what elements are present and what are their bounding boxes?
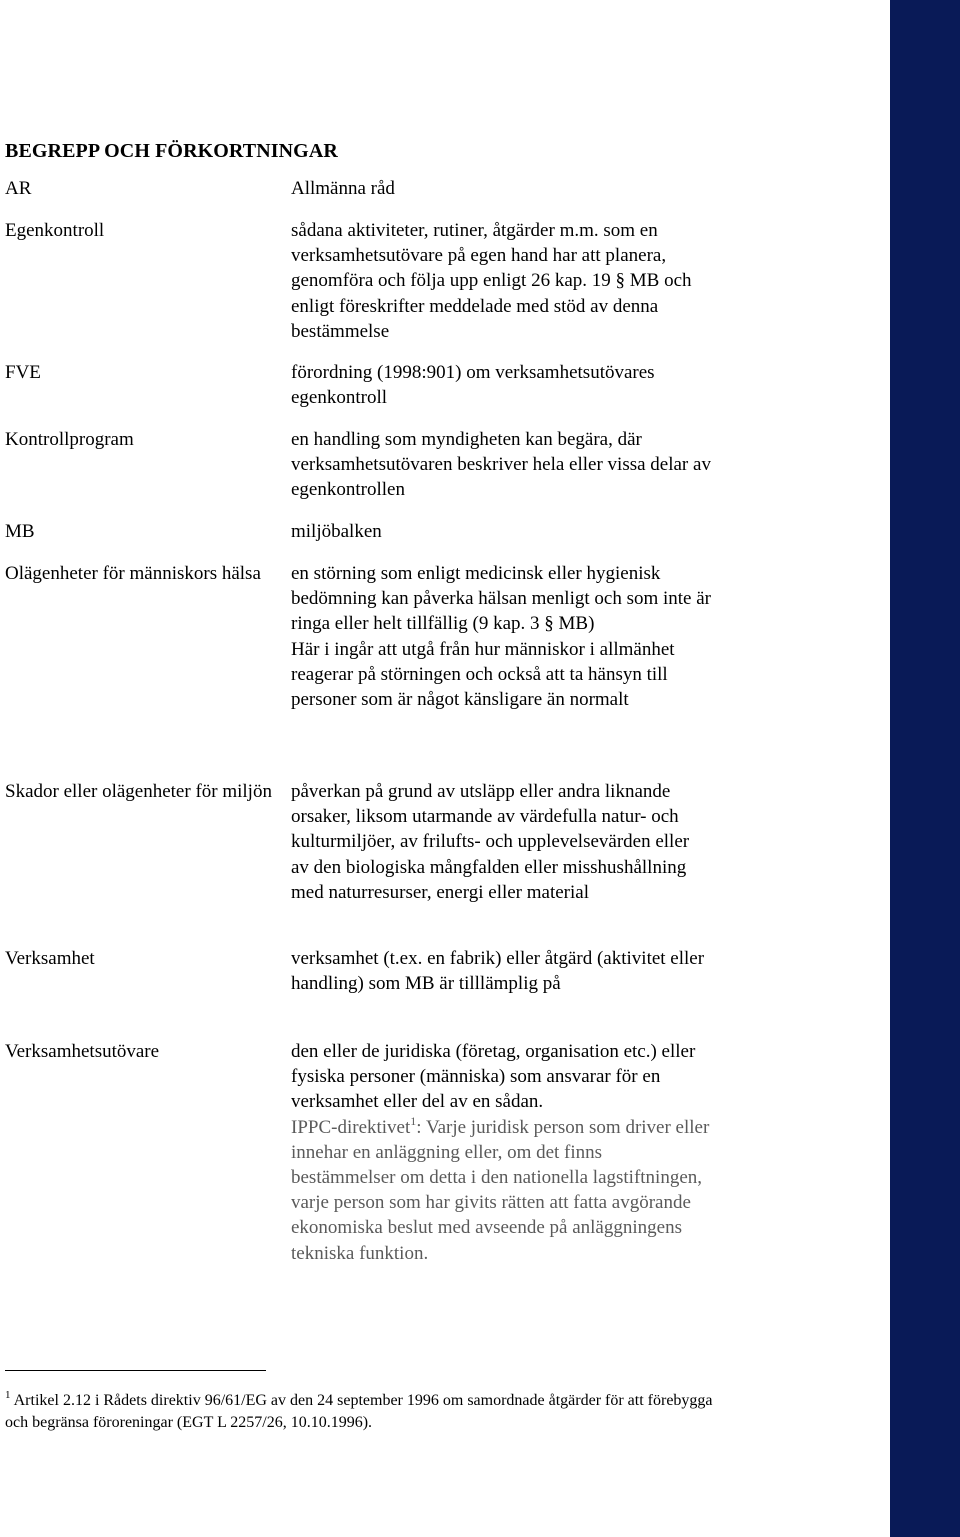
definition-note: Här i ingår att utgå från hur människor i allmänhet reagerar på störningen och också att ta hänsyn till personer som är något känsligare än normalt [291, 638, 675, 711]
footnote-text: Artikel 2.12 i Rådets direktiv 96/61/EG av den 24 september 1996 om samordnade åtgärder för att förebygga och begränsa föroreningar (EGT L 2257/26, 10.10.1996). [5, 1392, 713, 1431]
glossary-term: AR [5, 178, 32, 199]
glossary-term: Skador eller olägenheter för miljön [5, 781, 272, 802]
page-edge-band [890, 0, 960, 1537]
footnote-separator [5, 1370, 266, 1371]
glossary-definition [291, 1039, 711, 1266]
glossary-definition: en handling som myndigheten kan begära, där verksamhetsutövaren beskriver hela eller vissa delar av egenkontrollen [291, 429, 711, 501]
glossary-definition: sådana aktiviteter, rutiner, åtgärder m.m. som en verksamhetsutövare på egen hand har att planera, genomföra och följa upp enligt 26 kap. 19 § MB och enligt föreskrifter meddelade med stöd av denna bestämmelse [291, 220, 692, 342]
footnote [5, 1390, 725, 1434]
glossary-term: Olägenheter för människors hälsa [5, 563, 261, 584]
glossary-definition: Allmänna råd [291, 178, 395, 199]
page-title: BEGREPP OCH FÖRKORTNINGAR [5, 140, 338, 162]
glossary-term: Verksamhetsutövare [5, 1041, 160, 1062]
glossary-definition: förordning (1998:901) om verksamhetsutövares egenkontroll [291, 362, 655, 409]
ippc-quote [291, 1115, 711, 1266]
ippc-quote-prefix: IPPC-direktivet [291, 1116, 411, 1138]
glossary-term: MB [5, 521, 35, 542]
glossary-term: Egenkontroll [5, 220, 105, 241]
definition-text: den eller de juridiska (företag, organisation etc.) eller fysiska personer (människa) som ansvarar för en verksamhet eller del av en sådan. [291, 1041, 696, 1113]
glossary-definition: miljöbalken [291, 521, 382, 542]
glossary-term: FVE [5, 362, 41, 383]
ippc-quote-text: : Varje juridisk person som driver eller innehar en anläggning eller, om det finns bestämmelser om detta i den nationella lagstiftningen, varje person som har givits rätten att fatta avgörande ekonomiska beslut med avseende på anläggningens tekniska funktion. [291, 1116, 710, 1264]
glossary-term: Verksamhet [5, 948, 95, 969]
footnote-number: 1 [5, 1389, 11, 1401]
footnote-reference: 1 [410, 1113, 417, 1128]
definition-text: en störning som enligt medicinsk eller hygienisk bedömning kan påverka hälsan menligt och som inte är ringa eller helt tillfällig (9 kap. 3 § MB) [291, 563, 711, 635]
glossary-definition: verksamhet (t.ex. en fabrik) eller åtgärd (aktivitet eller handling) som MB är tilllämplig på [291, 948, 705, 995]
glossary-definition [291, 561, 711, 712]
glossary-definition: påverkan på grund av utsläpp eller andra liknande orsaker, liksom utarmande av värdefulla natur- och kulturmiljöer, av frilufts- och upplevelsevärden eller av den biologiska mångfalden eller misshushållning med naturresurser, energi eller material [291, 781, 690, 903]
glossary-term: Kontrollprogram [5, 429, 134, 450]
